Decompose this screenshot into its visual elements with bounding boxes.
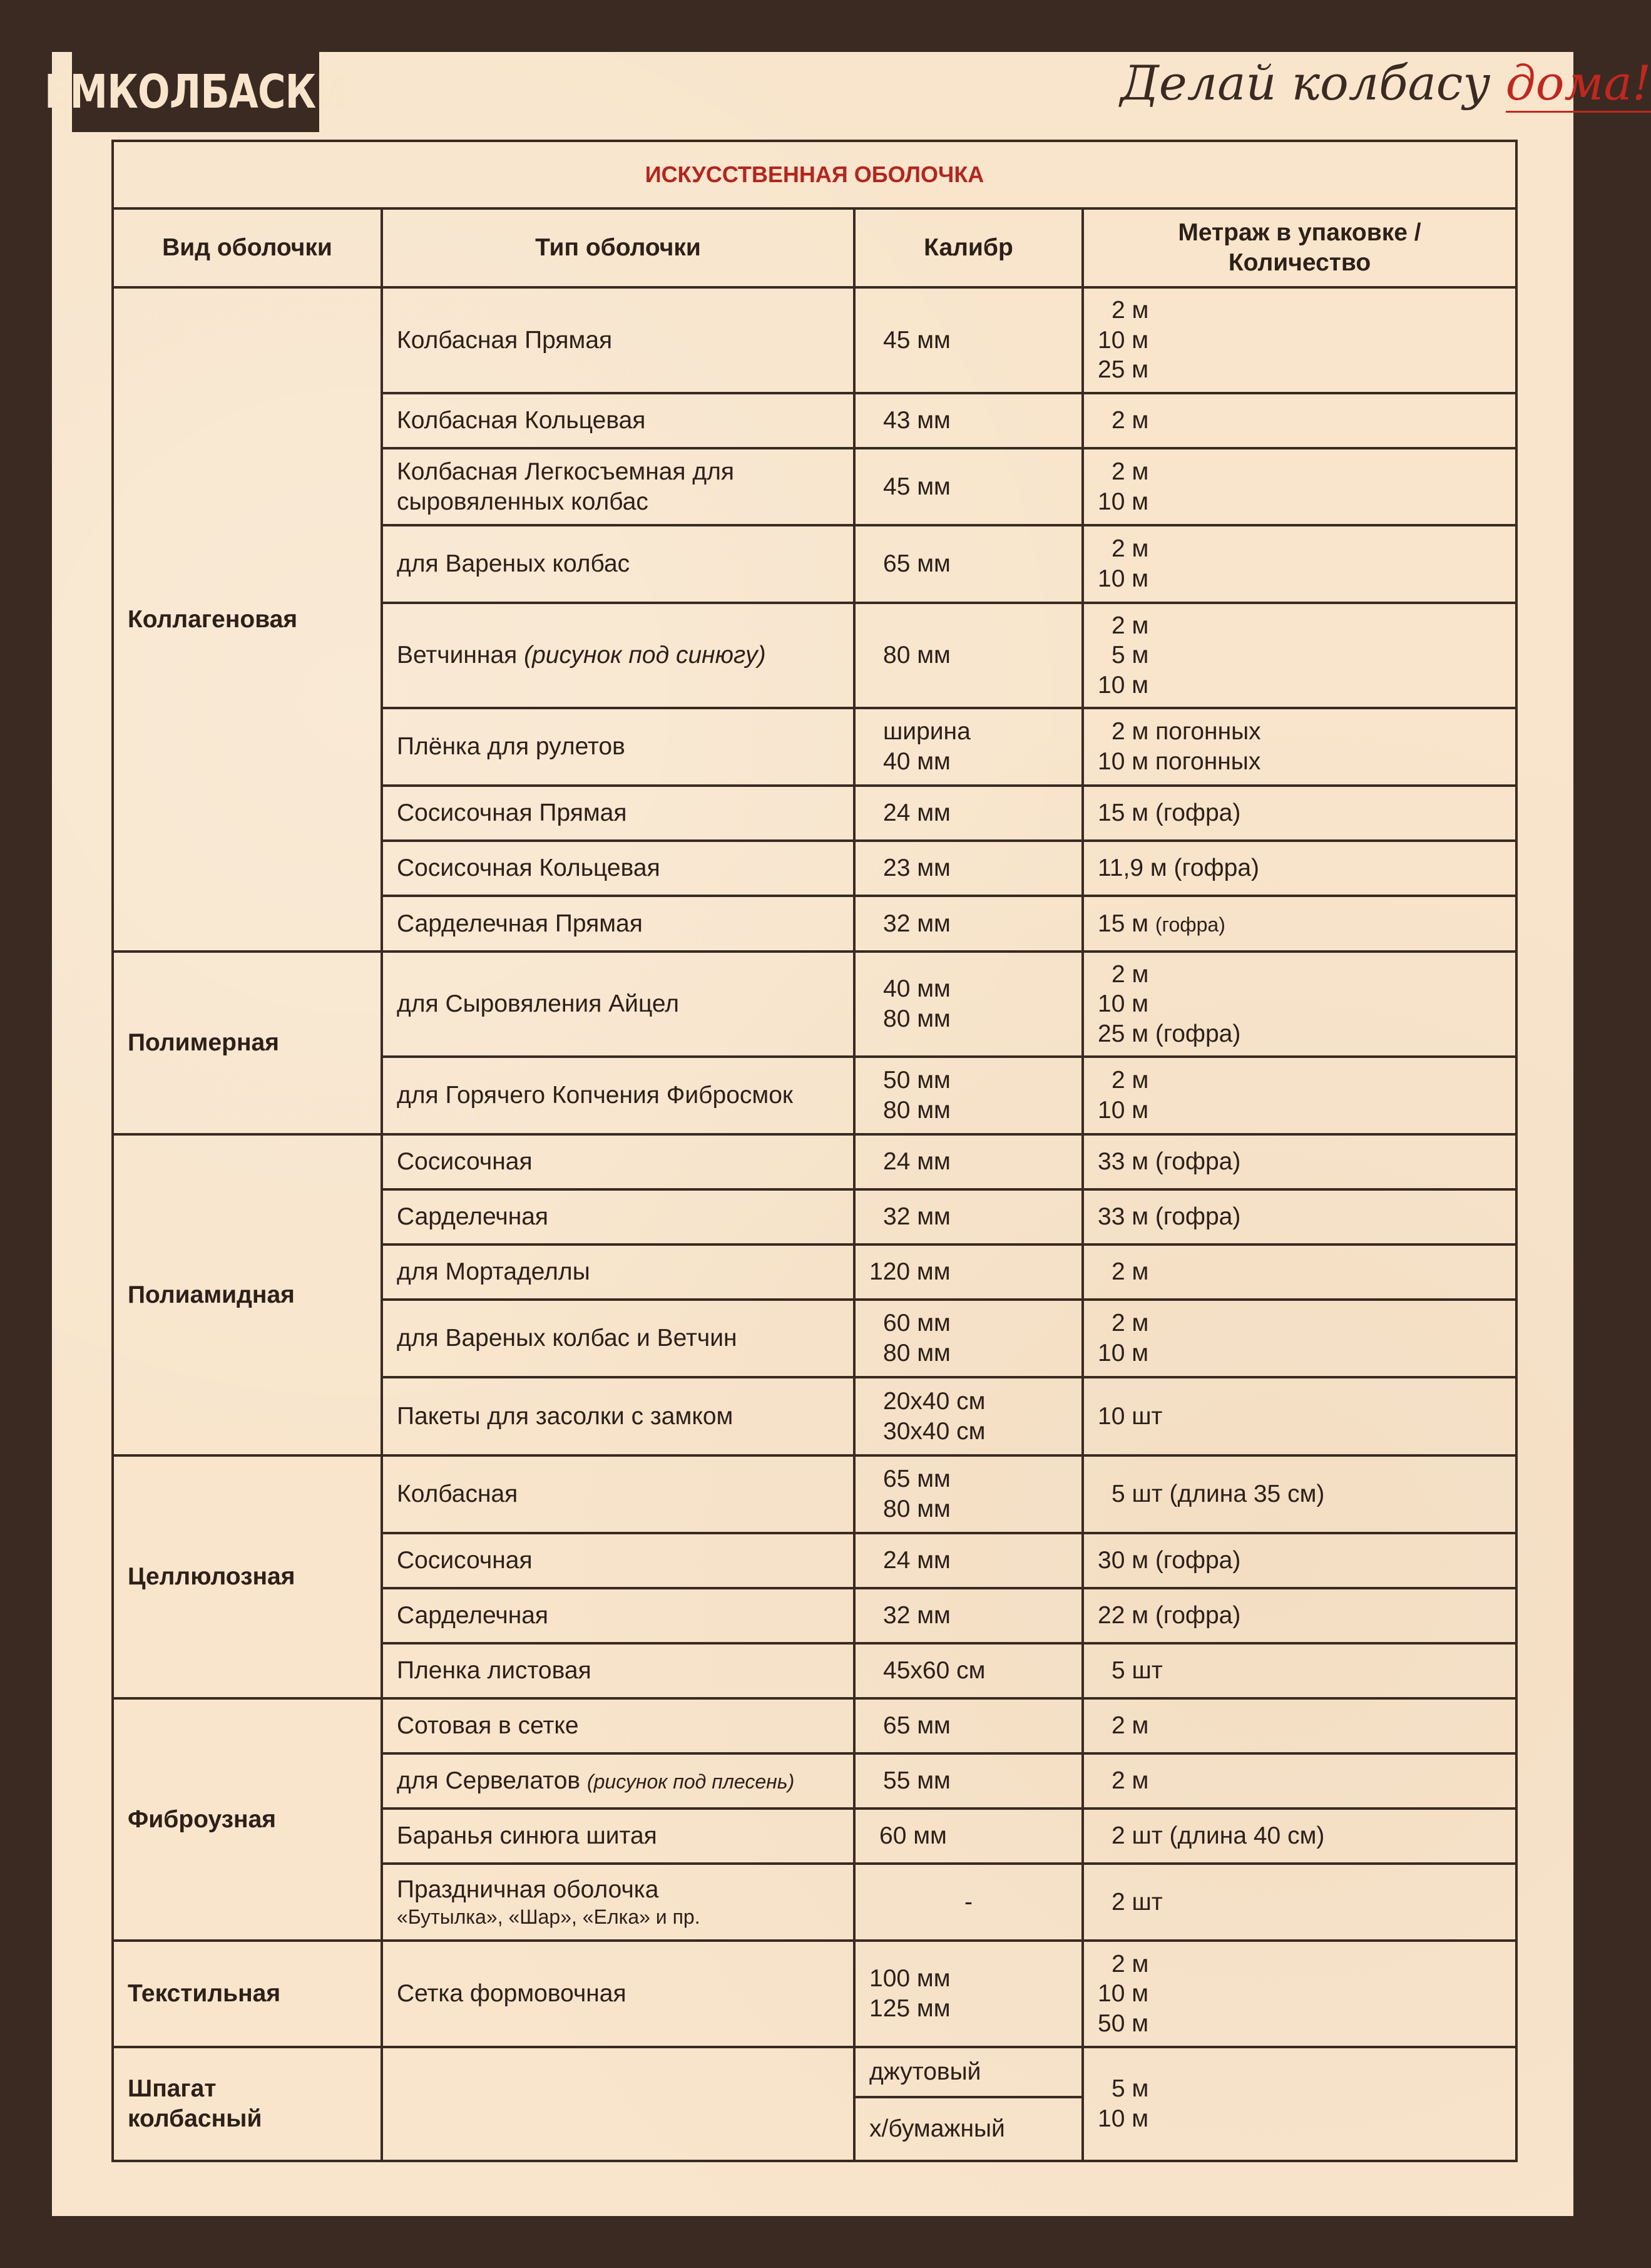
row-quantity: 2 м 10 м — [1083, 525, 1516, 603]
table-title: ИСКУССТВЕННАЯ ОБОЛОЧКА — [113, 141, 1516, 208]
group-textile: Текстильная — [113, 1941, 382, 2047]
row-caliber: 120 мм — [854, 1244, 1083, 1300]
row-caliber: ширина 40 мм — [854, 708, 1083, 786]
row-type: Сосисочная Кольцевая — [382, 841, 854, 896]
row-quantity: 10 шт — [1083, 1377, 1516, 1455]
table-title-row — [113, 141, 1516, 208]
row-type: Колбасная — [382, 1455, 854, 1533]
row-caliber: х/бумажный — [854, 2097, 1083, 2161]
row-caliber: 32 мм — [854, 1189, 1083, 1244]
row-caliber: 55 мм — [854, 1753, 1083, 1809]
row-type: для Сервелатов (рисунок под плесень) — [382, 1753, 854, 1809]
row-type: для Сыровяления Айцел — [382, 952, 854, 1057]
row-caliber: 20х40 см 30х40 см — [854, 1377, 1083, 1455]
row-caliber: 45 мм — [854, 287, 1083, 393]
row-caliber: 24 мм — [854, 1533, 1083, 1588]
group-collagen: Коллагеновая — [113, 287, 382, 952]
row-quantity: 2 м 10 м — [1083, 1300, 1516, 1377]
row-quantity: 2 м 10 м — [1083, 448, 1516, 525]
row-caliber: 45 мм — [854, 448, 1083, 525]
row-quantity: 2 м 10 м — [1083, 1057, 1516, 1134]
row-type: для Вареных колбас — [382, 525, 854, 603]
row-caliber: 23 мм — [854, 841, 1083, 896]
row-caliber: 43 мм — [854, 393, 1083, 448]
row-type: Сосисочная Прямая — [382, 786, 854, 841]
row-type: Сарделечная — [382, 1189, 854, 1244]
row-quantity: 2 м 10 м 25 м (гофра) — [1083, 952, 1516, 1057]
group-polyamide: Полиамидная — [113, 1134, 382, 1455]
row-caliber: 80 мм — [854, 603, 1083, 708]
row-caliber: 65 мм — [854, 525, 1083, 603]
brand-logo: ЕМКОЛБАСКИ — [72, 52, 319, 132]
row-caliber: 24 мм — [854, 786, 1083, 841]
table-row — [113, 287, 1516, 393]
row-type: для Горячего Копчения Фибросмок — [382, 1057, 854, 1134]
row-type: Сарделечная Прямая — [382, 896, 854, 952]
row-type: для Вареных колбас и Ветчин — [382, 1300, 854, 1377]
row-type: Баранья синюга шитая — [382, 1809, 854, 1864]
row-caliber: 32 мм — [854, 896, 1083, 952]
row-caliber: 45х60 см — [854, 1643, 1083, 1698]
row-type: Сотовая в сетке — [382, 1698, 854, 1753]
table-header-row — [113, 208, 1516, 287]
row-type: Сарделечная — [382, 1588, 854, 1643]
row-type: Колбасная Легкосъемная для сыровяленных колбас — [382, 448, 854, 525]
table-row — [113, 952, 1516, 1057]
row-caliber: 65 мм — [854, 1698, 1083, 1753]
row-quantity: 22 м (гофра) — [1083, 1588, 1516, 1643]
row-quantity: 2 м — [1083, 393, 1516, 448]
row-quantity: 2 м — [1083, 1753, 1516, 1809]
row-caliber: 65 мм 80 мм — [854, 1455, 1083, 1533]
group-twine: Шпагат колбасный — [113, 2047, 382, 2161]
brand-slogan: Делай колбасу дома! — [1120, 55, 1508, 130]
table-row — [113, 1134, 1516, 1189]
row-quantity: 15 м (гофра) — [1083, 786, 1516, 841]
row-type: Ветчинная (рисунок под синюгу) — [382, 603, 854, 708]
row-quantity: 2 м 10 м 50 м — [1083, 1941, 1516, 2047]
header-quantity: Метраж в упаковке / Количество — [1083, 208, 1516, 287]
header-caliber: Калибр — [854, 208, 1083, 287]
row-caliber: 24 мм — [854, 1134, 1083, 1189]
row-quantity: 2 шт (длина 40 см) — [1083, 1809, 1516, 1864]
row-quantity: 2 м 10 м 25 м — [1083, 287, 1516, 393]
row-caliber: 60 мм 80 мм — [854, 1300, 1083, 1377]
table-row — [113, 2047, 1516, 2097]
row-quantity: 2 шт — [1083, 1864, 1516, 1941]
row-caliber: - — [854, 1864, 1083, 1941]
row-type: Колбасная Кольцевая — [382, 393, 854, 448]
row-quantity: 5 м 10 м — [1083, 2047, 1516, 2161]
row-caliber: 40 мм 80 мм — [854, 952, 1083, 1057]
row-type: Плёнка для рулетов — [382, 708, 854, 786]
row-quantity: 11,9 м (гофра) — [1083, 841, 1516, 896]
row-type: Сосисочная — [382, 1533, 854, 1588]
table-row — [113, 1698, 1516, 1753]
row-quantity: 30 м (гофра) — [1083, 1533, 1516, 1588]
row-quantity: 15 м (гофра) — [1083, 896, 1516, 952]
row-quantity: 2 м — [1083, 1244, 1516, 1300]
group-fibrous: Фиброузная — [113, 1698, 382, 1941]
row-type: для Мортаделлы — [382, 1244, 854, 1300]
row-quantity: 2 м погонных 10 м погонных — [1083, 708, 1516, 786]
row-caliber: 60 мм — [854, 1809, 1083, 1864]
row-type: Сетка формовочная — [382, 1941, 854, 2047]
row-quantity: 2 м 5 м 10 м — [1083, 603, 1516, 708]
row-caliber: 50 мм 80 мм — [854, 1057, 1083, 1134]
row-caliber: 32 мм — [854, 1588, 1083, 1643]
row-caliber: джутовый — [854, 2047, 1083, 2097]
group-polymer: Полимерная — [113, 952, 382, 1134]
group-cellulose: Целлюлозная — [113, 1455, 382, 1698]
row-quantity: 5 шт — [1083, 1643, 1516, 1698]
row-type: Пакеты для засолки с замком — [382, 1377, 854, 1455]
table-row — [113, 1455, 1516, 1533]
slogan-accent: дома! — [1506, 55, 1651, 113]
row-type: Пленка листовая — [382, 1643, 854, 1698]
header-type: Тип оболочки — [382, 208, 854, 287]
row-quantity: 33 м (гофра) — [1083, 1134, 1516, 1189]
row-quantity: 33 м (гофра) — [1083, 1189, 1516, 1244]
table-row — [113, 1941, 1516, 2047]
row-type: Праздничная оболочка «Бутылка», «Шар», «Елка» и пр. — [382, 1864, 854, 1941]
row-type-empty — [382, 2047, 854, 2161]
row-caliber: 100 мм 125 мм — [854, 1941, 1083, 2047]
row-quantity: 2 м — [1083, 1698, 1516, 1753]
row-type: Колбасная Прямая — [382, 287, 854, 393]
row-quantity: 5 шт (длина 35 см) — [1083, 1455, 1516, 1533]
header-kind: Вид оболочки — [113, 208, 382, 287]
row-type: Сосисочная — [382, 1134, 854, 1189]
casing-table — [111, 140, 1518, 2162]
